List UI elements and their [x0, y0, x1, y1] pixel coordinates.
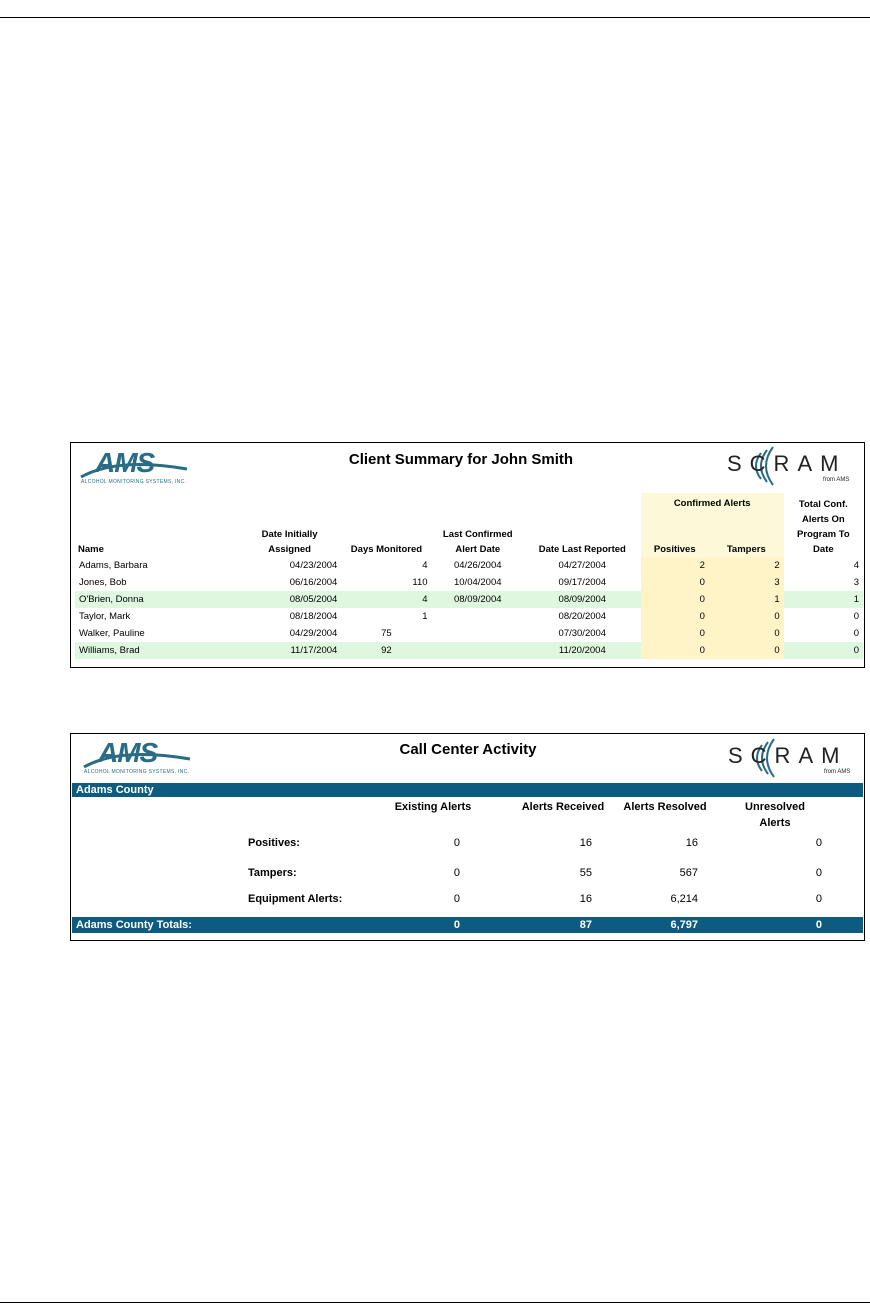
report-title: Client Summary for John Smith [348, 451, 574, 468]
cell-total: 4 [853, 560, 859, 571]
cell-reported: 07/30/2004 [558, 628, 607, 639]
col-unresolved: Unresolved Alerts [745, 801, 805, 829]
total-unresolved: 0 [815, 919, 822, 931]
cell-name: Taylor, Mark [79, 611, 131, 622]
cell-tampers: 0 [709, 608, 784, 625]
cell-days: 1 [422, 611, 428, 622]
cell-reported: 08/09/2004 [524, 591, 641, 608]
table-row [75, 591, 863, 608]
cell-assigned: 11/17/2004 [238, 642, 341, 659]
cell-reported: 04/27/2004 [558, 560, 607, 571]
cell-unresolved: 0 [815, 837, 822, 849]
scram-logo-sub: from AMS [823, 477, 850, 483]
cell-last-alert: 08/09/2004 [432, 591, 524, 608]
cell-existing: 0 [453, 837, 460, 849]
cell-total: 3 [853, 577, 859, 588]
col-date-assigned: Date Initially Assigned [261, 529, 318, 555]
col-total: Total Conf. Alerts On Program To Date [797, 499, 850, 555]
cell-name: Adams, Barbara [79, 560, 148, 571]
col-resolved: Alerts Resolved [623, 801, 707, 813]
cell-received: 16 [579, 893, 592, 905]
cell-reported: 09/17/2004 [558, 577, 607, 588]
row-label: Positives: [248, 837, 300, 849]
col-received: Alerts Received [521, 801, 605, 813]
col-existing: Existing Alerts [394, 801, 472, 813]
cell-days: 110 [412, 577, 428, 588]
col-last-alert: Last Confirmed Alert Date [442, 529, 513, 555]
cell-tampers: 0 [709, 642, 784, 659]
table-row [75, 608, 863, 625]
ams-logo [80, 737, 210, 777]
ams-logo [77, 447, 207, 487]
cell-existing: 0 [453, 867, 460, 879]
county-band: Adams County [72, 783, 863, 797]
cell-positives: 0 [641, 625, 709, 642]
table-row [70, 837, 865, 853]
cell-resolved: 567 [679, 867, 698, 879]
col-name: Name [78, 544, 104, 555]
report-title: Call Center Activity [399, 741, 537, 758]
table-row [70, 893, 865, 909]
scram-logo-text: SCRAM [728, 743, 848, 768]
cell-positives: 0 [641, 574, 709, 591]
totals-label: Adams County Totals: [76, 919, 192, 931]
col-tampers: Tampers [709, 513, 784, 557]
total-resolved: 6,797 [670, 919, 698, 931]
row-label: Tampers: [248, 867, 297, 879]
cell-tampers: 2 [709, 557, 784, 574]
ams-logo-text: AMS [98, 737, 158, 768]
col-last-reported: Date Last Reported [538, 544, 626, 555]
scram-logo [724, 737, 860, 779]
total-received: 87 [579, 919, 592, 931]
cell-name: Walker, Pauline [79, 628, 145, 639]
bottom-rule [0, 1302, 870, 1303]
table-row [75, 574, 863, 591]
table-row [75, 625, 863, 642]
col-positives: Positives [641, 513, 709, 557]
top-rule [0, 17, 870, 18]
cell-last-alert [432, 608, 524, 625]
cell-total: 1 [784, 591, 863, 608]
cell-total: 0 [784, 642, 863, 659]
cell-last-alert [432, 642, 524, 659]
table-row [75, 557, 863, 574]
table-row [70, 867, 865, 883]
scram-logo-sub: from AMS [824, 769, 851, 775]
cell-unresolved: 0 [815, 893, 822, 905]
cell-days: 92 [341, 642, 431, 659]
cell-positives: 2 [641, 557, 709, 574]
cell-days: 4 [341, 591, 431, 608]
cell-tampers: 1 [709, 591, 784, 608]
cell-days: 4 [422, 560, 428, 571]
cell-existing: 0 [453, 893, 460, 905]
cell-last-alert [432, 625, 524, 642]
cell-name: O'Brien, Donna [75, 591, 238, 608]
cell-positives: 0 [641, 608, 709, 625]
client-summary-report [70, 442, 865, 668]
cell-total: 0 [853, 611, 859, 622]
cell-days: 75 [381, 628, 392, 639]
total-existing: 0 [453, 919, 460, 931]
cell-assigned: 04/29/2004 [289, 628, 338, 639]
scram-logo [723, 445, 859, 487]
ams-logo-text: AMS [95, 447, 155, 478]
ams-logo-tagline: ALCOHOL MONITORING SYSTEMS, INC. [81, 479, 187, 485]
cell-last-alert: 04/26/2004 [453, 560, 502, 571]
cell-tampers: 3 [709, 574, 784, 591]
cell-received: 55 [579, 867, 592, 879]
cell-reported: 11/20/2004 [524, 642, 641, 659]
col-days-monitored: Days Monitored [350, 544, 423, 555]
call-center-content [70, 733, 865, 1191]
cell-received: 16 [579, 837, 592, 849]
cell-resolved: 6,214 [670, 893, 698, 905]
cell-reported: 08/20/2004 [558, 611, 607, 622]
cell-resolved: 16 [685, 837, 698, 849]
cell-last-alert: 10/04/2004 [453, 577, 502, 588]
cell-total: 0 [853, 628, 859, 639]
cell-assigned: 08/18/2004 [289, 611, 338, 622]
cell-assigned: 04/23/2004 [289, 560, 338, 571]
cell-assigned: 06/16/2004 [289, 577, 338, 588]
cell-name: Jones, Bob [79, 577, 127, 588]
cell-positives: 0 [641, 591, 709, 608]
ams-logo-tagline: ALCOHOL MONITORING SYSTEMS, INC. [84, 769, 190, 775]
cell-unresolved: 0 [815, 867, 822, 879]
confirmed-alerts-group-header: Confirmed Alerts [641, 493, 784, 513]
table-row [75, 642, 863, 659]
cell-name: Williams, Brad [75, 642, 238, 659]
totals-band [72, 917, 863, 933]
row-label: Equipment Alerts: [248, 893, 343, 905]
cell-positives: 0 [641, 642, 709, 659]
cell-tampers: 0 [709, 625, 784, 642]
scram-logo-text: SCRAM [727, 451, 847, 476]
client-summary-table [75, 493, 863, 659]
cell-assigned: 08/05/2004 [238, 591, 341, 608]
